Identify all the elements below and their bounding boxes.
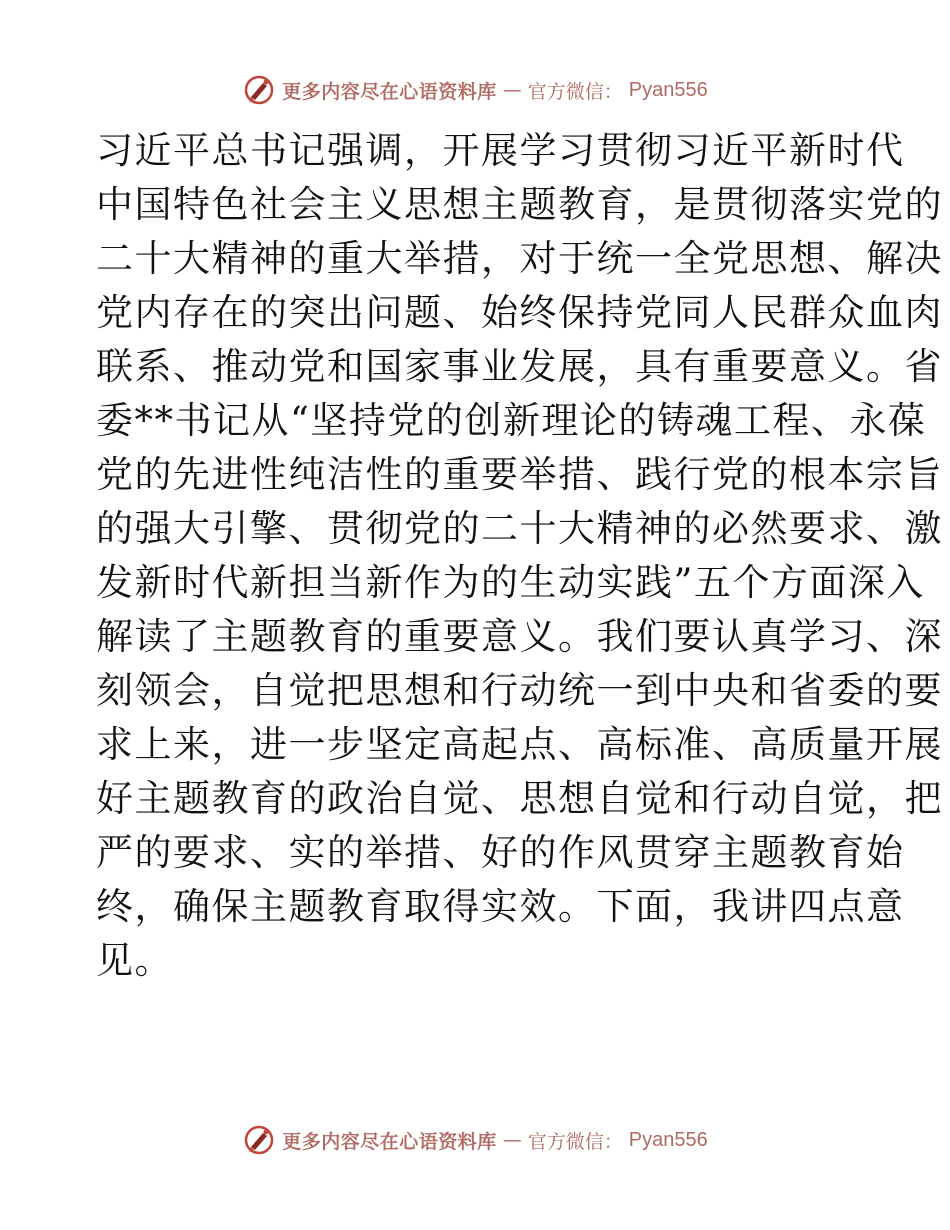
header-banner-separator: — — [502, 79, 522, 101]
body-line: 发新时代新担当新作为的生动实践”五个方面深入 — [96, 561, 925, 604]
footer-watermark-banner — [0, 1120, 950, 1160]
header-banner-wechat-label: 官方微信： — [527, 80, 623, 103]
body-line: 联系、推动党和国家事业发展，具有重要意义。省 — [96, 345, 943, 388]
body-line: 委**书记从“坚持党的创新理论的铸魂工程、永葆 — [96, 399, 927, 442]
footer-banner-text: 更多内容尽在心语资料库 — [282, 1130, 497, 1153]
pen-logo-icon — [242, 1123, 276, 1157]
body-line: 严的要求、实的举措、好的作风贯穿主题教育始 — [96, 831, 905, 874]
footer-banner-wechat-id: Pyan556 — [628, 1128, 708, 1151]
header-banner-text: 更多内容尽在心语资料库 — [282, 80, 497, 103]
body-line: 党的先进性纯洁性的重要举措、践行党的根本宗旨 — [96, 453, 943, 496]
body-line: 见。 — [96, 939, 173, 982]
footer-banner-separator: — — [502, 1129, 522, 1151]
body-line: 党内存在的突出问题、始终保持党同人民群众血肉 — [96, 291, 943, 334]
header-watermark-banner — [0, 70, 950, 110]
body-line: 求上来，进一步坚定高起点、高标准、高质量开展 — [96, 723, 943, 766]
body-line: 的强大引擎、贯彻党的二十大精神的必然要求、激 — [96, 507, 943, 550]
footer-banner-wechat-label: 官方微信： — [527, 1130, 623, 1153]
body-line: 二十大精神的重大举措，对于统一全党思想、解决 — [96, 237, 943, 280]
header-banner-wechat-id: Pyan556 — [628, 78, 708, 101]
body-line: 中国特色社会主义思想主题教育，是贯彻落实党的 — [96, 183, 943, 226]
body-line: 刻领会，自觉把思想和行动统一到中央和省委的要 — [96, 669, 943, 712]
body-line: 解读了主题教育的重要意义。我们要认真学习、深 — [96, 615, 943, 658]
pen-logo-icon — [242, 73, 276, 107]
body-line: 好主题教育的政治自觉、思想自觉和行动自觉，把 — [96, 777, 943, 820]
body-line: 习近平总书记强调，开展学习贯彻习近平新时代 — [96, 129, 905, 172]
body-line: 终，确保主题教育取得实效。下面，我讲四点意 — [96, 885, 905, 928]
document-body — [96, 124, 943, 988]
